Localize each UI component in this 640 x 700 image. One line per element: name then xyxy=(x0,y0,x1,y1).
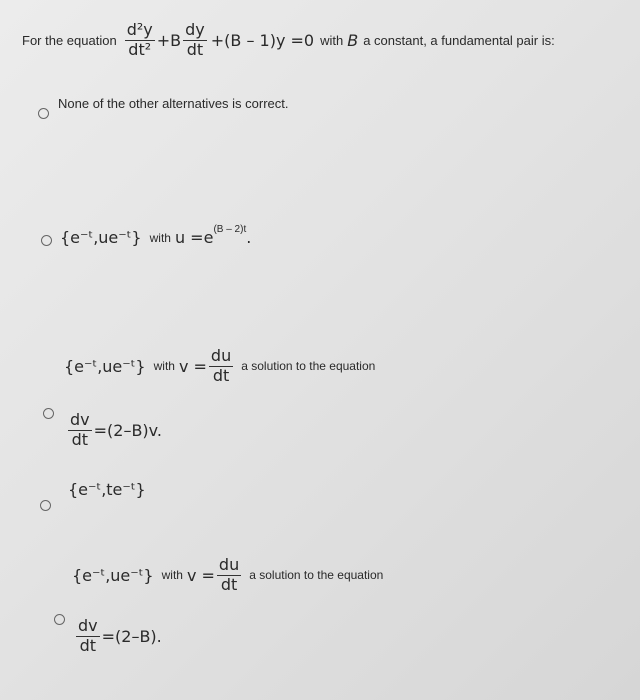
du-dt-fraction xyxy=(209,348,233,385)
option-5-tail: a solution to the equation xyxy=(249,568,384,583)
plus-b: +B xyxy=(156,30,182,50)
option-3-with: with xyxy=(153,359,175,374)
d2y-dt2-fraction xyxy=(125,22,155,59)
option-5-eq-rhs: =(2–B). xyxy=(101,626,162,646)
option-5-radio[interactable] xyxy=(54,614,65,625)
frac-den: dt xyxy=(71,429,89,449)
frac-den: dt xyxy=(79,635,97,655)
option-4-set: {e⁻ᵗ,te⁻ᵗ} xyxy=(68,480,146,499)
frac-num: d²y xyxy=(126,20,153,39)
frac-num: dv xyxy=(70,410,90,429)
option-3-radio[interactable] xyxy=(43,408,54,419)
option-2-end: . xyxy=(246,228,252,247)
frac-den: dt² xyxy=(128,39,152,59)
option-2-with: with xyxy=(149,230,171,245)
option-2-exponent: (B – 2)t xyxy=(213,224,247,235)
option-2-content xyxy=(60,224,252,247)
option-1-text: None of the other alternatives is correct. xyxy=(58,96,289,111)
option-1-radio[interactable] xyxy=(38,108,49,119)
option-3-eq-rhs: =(2–B)v. xyxy=(93,420,162,440)
question-suffix: a constant, a fundamental pair is: xyxy=(363,32,555,48)
option-5-content xyxy=(72,557,383,594)
option-2-radio[interactable] xyxy=(41,235,52,246)
with-label: with xyxy=(320,32,344,48)
option-3-tail: a solution to the equation xyxy=(241,359,376,374)
dv-dt-fraction xyxy=(68,412,92,449)
frac-den: dt xyxy=(220,574,238,594)
option-5-var: v = xyxy=(186,565,215,585)
option-3-set: {e⁻ᵗ,ue⁻ᵗ} xyxy=(64,356,146,376)
option-3-var: v = xyxy=(178,356,207,376)
option-5-equation xyxy=(74,618,162,655)
option-4-radio[interactable] xyxy=(40,500,51,511)
equation-rest: +(B – 1)y =0 xyxy=(210,30,315,50)
option-5-set: {e⁻ᵗ,ue⁻ᵗ} xyxy=(72,565,154,585)
frac-num: du xyxy=(210,346,232,365)
option-3-content xyxy=(64,348,375,385)
dy-dt-fraction xyxy=(183,22,207,59)
option-3-equation xyxy=(66,412,162,449)
frac-den: dt xyxy=(186,39,204,59)
option-2-expr: u =e xyxy=(174,228,214,247)
du-dt-fraction xyxy=(217,557,241,594)
frac-num: dy xyxy=(185,20,205,39)
dv-dt-fraction xyxy=(76,618,100,655)
question-text xyxy=(22,22,555,59)
option-2-set: {e⁻ᵗ,ue⁻ᵗ} xyxy=(60,228,142,247)
frac-num: dv xyxy=(78,616,98,635)
frac-den: dt xyxy=(212,365,230,385)
option-5-with: with xyxy=(161,568,183,583)
b-variable: B xyxy=(347,30,359,50)
question-prefix: For the equation xyxy=(22,32,117,48)
frac-num: du xyxy=(218,555,240,574)
